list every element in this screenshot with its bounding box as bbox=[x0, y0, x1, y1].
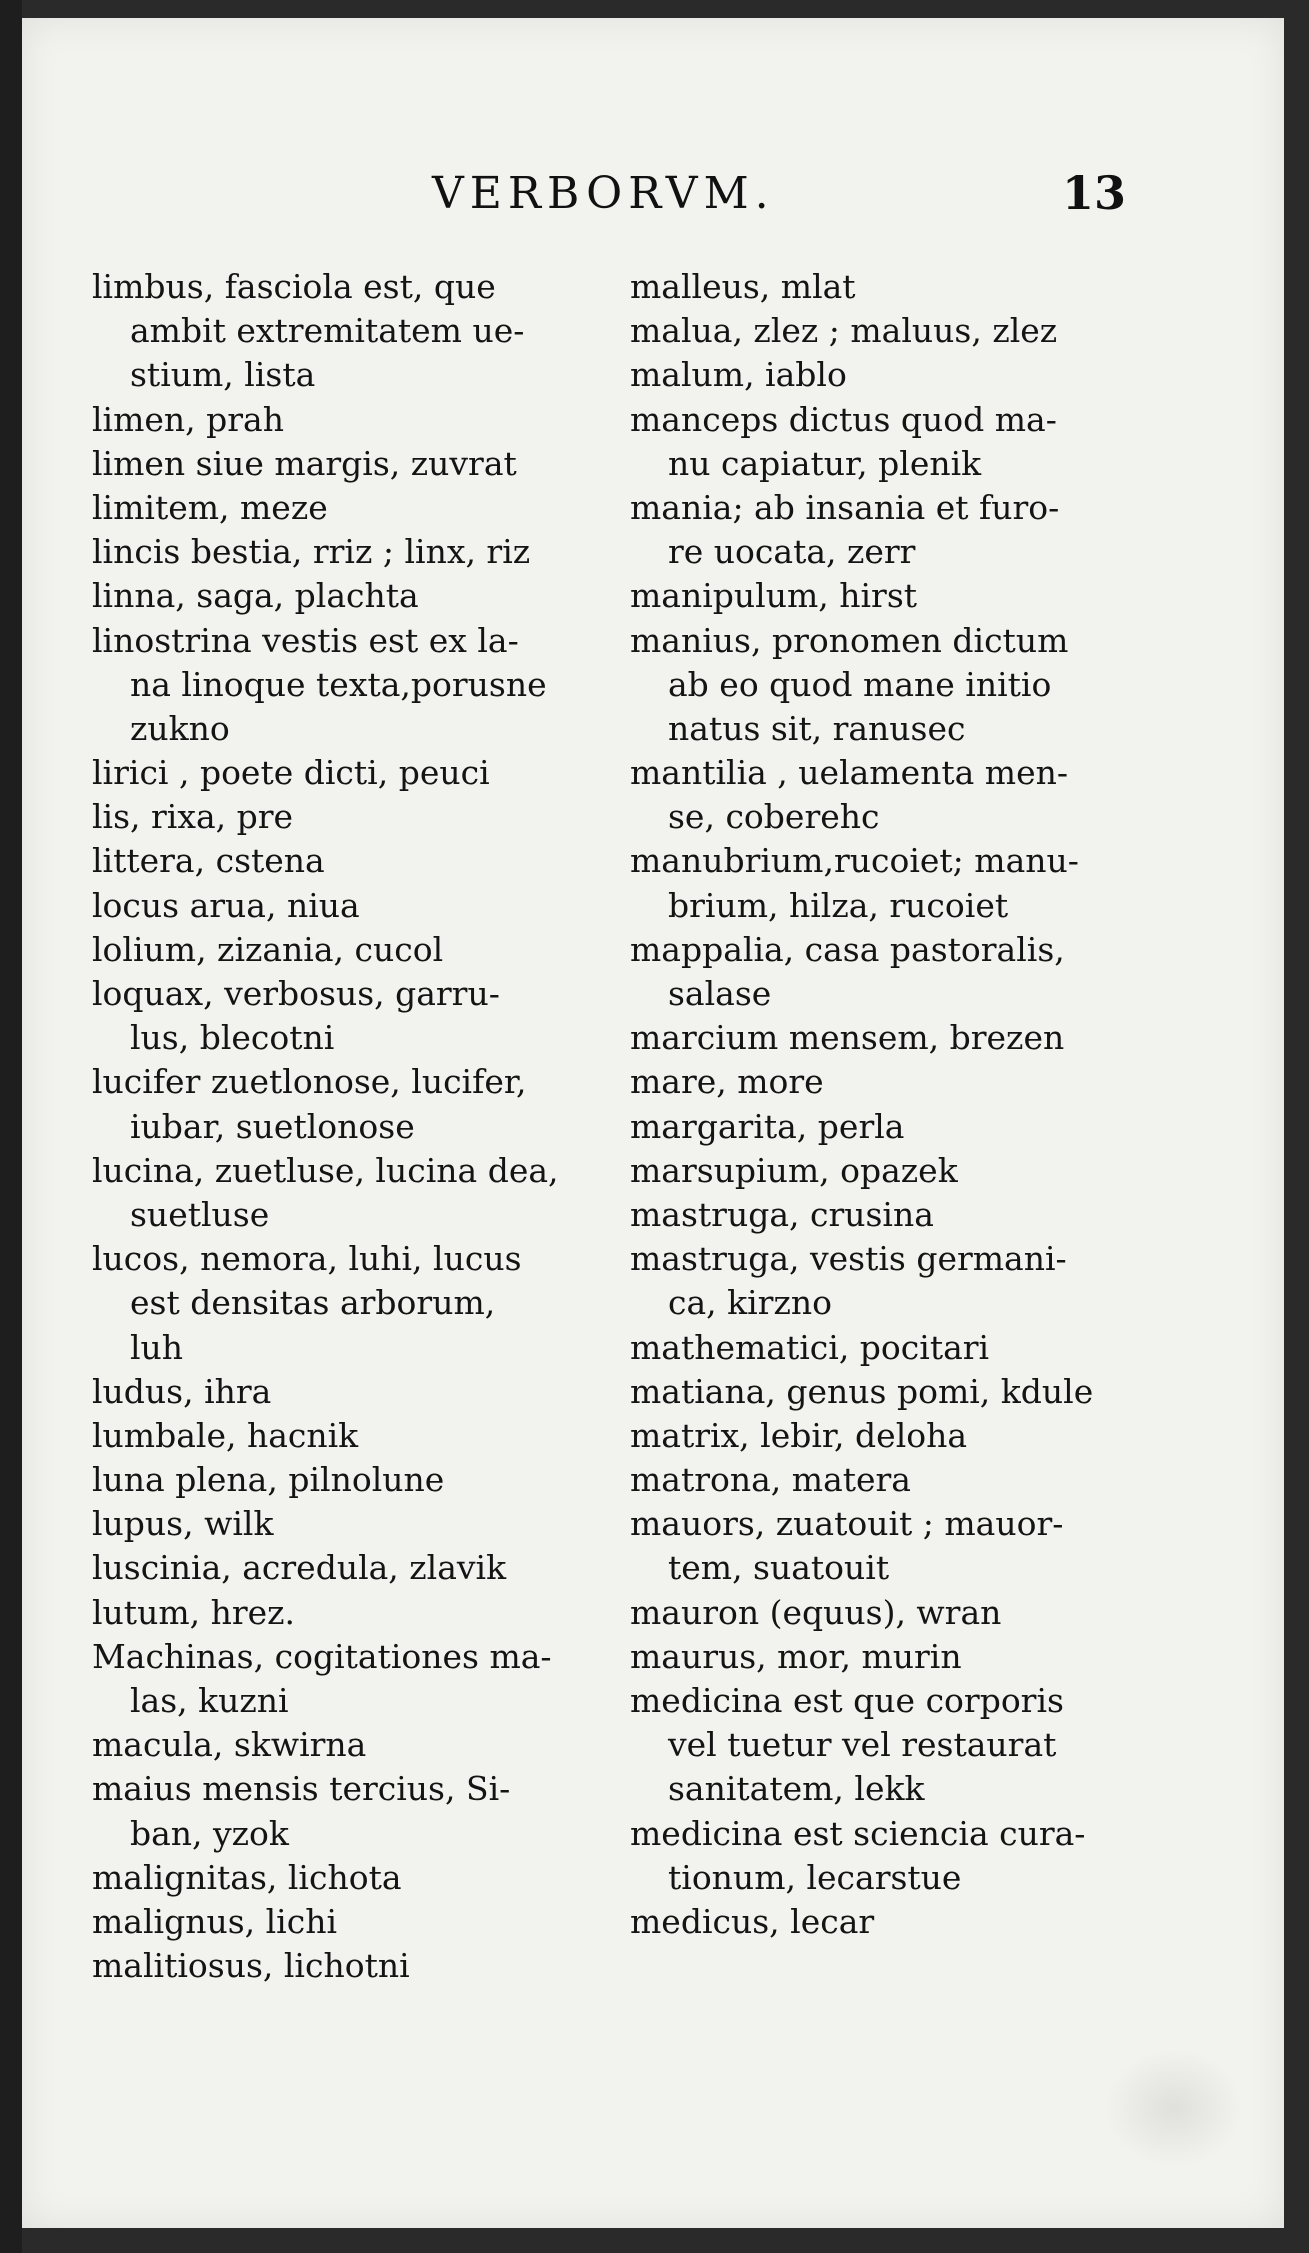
dictionary-line: malum, iablo bbox=[630, 355, 847, 395]
dictionary-line: macula, skwirna bbox=[92, 1725, 367, 1765]
dictionary-line: limen, prah bbox=[92, 399, 284, 439]
dictionary-line: natus sit, ranusec bbox=[668, 708, 966, 748]
dictionary-line: matrix, lebir, deloha bbox=[630, 1415, 968, 1455]
dictionary-line: lupus, wilk bbox=[92, 1504, 274, 1544]
dictionary-line: manipulum, hirst bbox=[630, 576, 918, 616]
dictionary-line: littera, cstena bbox=[92, 841, 325, 881]
dictionary-line: loquax, verbosus, garru- bbox=[92, 974, 500, 1013]
dictionary-line: ludus, ihra bbox=[92, 1371, 272, 1411]
book-page bbox=[22, 18, 1284, 2228]
dictionary-line: zukno bbox=[130, 708, 230, 748]
dictionary-line: lus, blecotni bbox=[130, 1018, 335, 1058]
dictionary-line: linostrina vestis est ex la- bbox=[92, 620, 519, 660]
dictionary-line: tem, suatouit bbox=[668, 1548, 890, 1588]
dictionary-line: marsupium, opazek bbox=[630, 1150, 958, 1190]
dictionary-line: manubrium,rucoiet; manu- bbox=[630, 841, 1079, 881]
dictionary-line: medicus, lecar bbox=[630, 1901, 875, 1941]
dictionary-line: mastruga, crusina bbox=[630, 1194, 934, 1234]
dictionary-line: malitiosus, lichotni bbox=[92, 1946, 410, 1986]
dictionary-line: na linoque texta,porusne bbox=[130, 664, 547, 704]
dictionary-line: est densitas arborum, bbox=[130, 1283, 496, 1323]
dictionary-line: margarita, perla bbox=[630, 1106, 905, 1146]
dictionary-line: lumbale, hacnik bbox=[92, 1415, 359, 1455]
dictionary-line: maurus, mor, murin bbox=[630, 1636, 962, 1676]
dictionary-line: limen siue margis, zuvrat bbox=[92, 443, 517, 483]
dictionary-line: mathematici, pocitari bbox=[630, 1327, 990, 1367]
dictionary-line: sanitatem, lekk bbox=[668, 1769, 925, 1809]
dictionary-line: suetluse bbox=[130, 1194, 270, 1234]
dictionary-line: lolium, zizania, cucol bbox=[92, 929, 444, 969]
binding-edge bbox=[0, 0, 22, 2253]
dictionary-line: vel tuetur vel restaurat bbox=[668, 1725, 1057, 1765]
dictionary-line: ambit extremitatem ue- bbox=[130, 311, 525, 351]
dictionary-line: nu capiatur, plenik bbox=[668, 443, 982, 483]
running-title: VERBORVM. bbox=[432, 168, 775, 219]
dictionary-line: brium, hilza, rucoiet bbox=[668, 885, 1009, 925]
page-smudge bbox=[1104, 2048, 1244, 2168]
dictionary-line: las, kuzni bbox=[130, 1681, 289, 1720]
dictionary-line: se, coberehc bbox=[668, 797, 880, 837]
dictionary-line: matrona, matera bbox=[630, 1460, 911, 1500]
dictionary-line: ban, yzok bbox=[130, 1813, 289, 1853]
page-header bbox=[22, 168, 1284, 228]
dictionary-line: lucina, zuetluse, lucina dea, bbox=[92, 1150, 559, 1190]
dictionary-line: maius mensis tercius, Si- bbox=[92, 1769, 511, 1809]
dictionary-line: luscinia, acredula, zlavik bbox=[92, 1548, 507, 1588]
dictionary-line: stium, lista bbox=[130, 355, 316, 395]
left-column bbox=[92, 265, 612, 1988]
dictionary-line: mauors, zuatouit ; mauor- bbox=[630, 1504, 1064, 1544]
dictionary-line: locus arua, niua bbox=[92, 885, 360, 925]
dictionary-line: marcium mensem, brezen bbox=[630, 1018, 1065, 1058]
page-number: 13 bbox=[1062, 166, 1127, 220]
dictionary-line: mantilia , uelamenta men- bbox=[630, 753, 1069, 793]
dictionary-line: medicina est sciencia cura- bbox=[630, 1813, 1086, 1853]
dictionary-line: mare, more bbox=[630, 1062, 824, 1102]
dictionary-line: lirici , poete dicti, peuci bbox=[92, 753, 490, 793]
dictionary-line: lis, rixa, pre bbox=[92, 797, 294, 837]
right-column bbox=[630, 265, 1160, 1944]
dictionary-line: mastruga, vestis germani- bbox=[630, 1239, 1067, 1279]
dictionary-line: manius, pronomen dictum bbox=[630, 620, 1069, 660]
dictionary-line: limitem, meze bbox=[92, 487, 328, 527]
dictionary-line: re uocata, zerr bbox=[668, 532, 916, 572]
dictionary-line: ca, kirzno bbox=[668, 1283, 832, 1323]
dictionary-line: Machinas, cogitationes ma- bbox=[92, 1636, 552, 1676]
dictionary-line: mania; ab insania et furo- bbox=[630, 487, 1060, 527]
dictionary-line: matiana, genus pomi, kdule bbox=[630, 1371, 1094, 1411]
dictionary-line: iubar, suetlonose bbox=[130, 1106, 415, 1146]
dictionary-line: lutum, hrez. bbox=[92, 1592, 296, 1632]
dictionary-line: malleus, mlat bbox=[630, 267, 856, 306]
dictionary-line: luna plena, pilnolune bbox=[92, 1460, 445, 1500]
dictionary-line: luh bbox=[130, 1327, 184, 1367]
dictionary-line: lincis bestia, rriz ; linx, riz bbox=[92, 532, 531, 572]
dictionary-line: mauron (equus), wran bbox=[630, 1592, 1002, 1632]
dictionary-line: malua, zlez ; maluus, zlez bbox=[630, 311, 1058, 351]
dictionary-line: linna, saga, plachta bbox=[92, 576, 419, 616]
dictionary-line: malignus, lichi bbox=[92, 1901, 338, 1941]
dictionary-line: mappalia, casa pastoralis, bbox=[630, 929, 1065, 969]
dictionary-line: ab eo quod mane initio bbox=[668, 664, 1052, 704]
dictionary-line: lucifer zuetlonose, lucifer, bbox=[92, 1062, 527, 1102]
dictionary-line: malignitas, lichota bbox=[92, 1857, 402, 1897]
dictionary-line: limbus, fasciola est, que bbox=[92, 267, 496, 306]
dictionary-line: salase bbox=[668, 974, 772, 1013]
dictionary-line: manceps dictus quod ma- bbox=[630, 399, 1057, 439]
dictionary-line: lucos, nemora, luhi, lucus bbox=[92, 1239, 522, 1279]
dictionary-line: tionum, lecarstue bbox=[668, 1857, 962, 1897]
dictionary-line: medicina est que corporis bbox=[630, 1681, 1064, 1720]
